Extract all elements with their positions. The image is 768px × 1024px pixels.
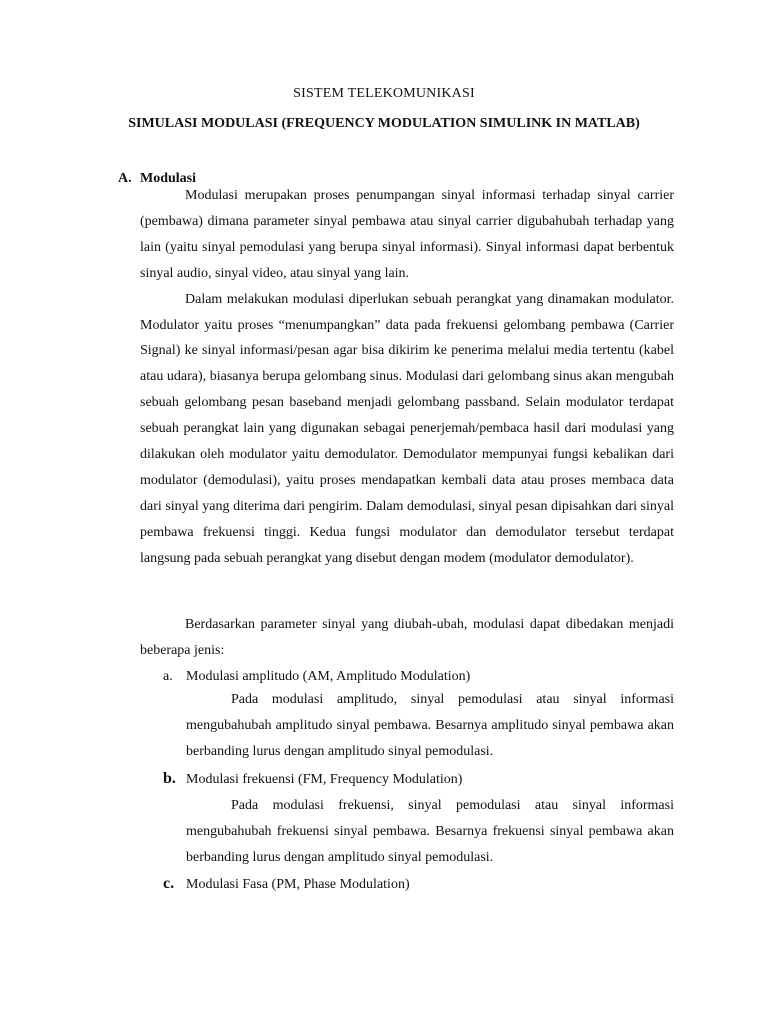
list-intro-block — [140, 612, 674, 664]
list-item-label: Modulasi frekuensi (FM, Frequency Modulation) — [186, 772, 463, 787]
list-item-fm — [163, 766, 462, 793]
list-item-text: Pada modulasi amplitudo, sinyal pemodulasi atau sinyal informasi mengubahubah amplitudo sinyal pembawa. Besarnya amplitudo sinyal pembawa akan berbanding lurus dengan amplitudo sinyal pemodulasi. — [186, 692, 674, 759]
list-item-label: Modulasi amplitudo (AM, Amplitudo Modulation) — [186, 669, 471, 684]
list-item-pm — [163, 871, 410, 898]
list-item-body-fm — [186, 793, 674, 871]
section-body — [140, 183, 674, 572]
paragraph-1: Modulasi merupakan proses penumpangan sinyal informasi terhadap sinyal carrier (pembawa) dimana parameter sinyal pembawa atau sinyal carrier digubahubah terhadap yang lain (yaitu sinyal pemodulasi yang berupa sinyal informasi). Sinyal informasi dapat berbentuk sinyal audio, sinyal video, atau sinyal yang lain. — [140, 188, 674, 281]
list-item-label: Modulasi Fasa (PM, Phase Modulation) — [186, 877, 410, 892]
section-title: Modulasi — [140, 171, 197, 186]
document-title: SISTEM TELEKOMUNIKASI — [293, 86, 475, 101]
document-subtitle: SIMULASI MODULASI (FREQUENCY MODULATION SIMULINK IN MATLAB) — [128, 116, 640, 131]
section-letter: A. — [118, 171, 132, 186]
list-marker: b. — [163, 770, 176, 787]
list-item-text: Pada modulasi frekuensi, sinyal pemodulasi atau sinyal informasi mengubahubah frekuensi sinyal pembawa. Besarnya frekuensi sinyal pembawa akan berbanding lurus dengan amplitudo sinyal pemodulasi. — [186, 798, 674, 865]
list-marker: c. — [163, 875, 175, 892]
paragraph-2: Dalam melakukan modulasi diperlukan sebuah perangkat yang dinamakan modulator. Modulator yaitu proses “menumpangkan” data pada frekuensi gelombang pembawa (Carrier Signal) ke sinyal informasi/pesan agar bisa dikirim ke penerima melalui media tertentu (kabel atau udara), biasanya berupa gelombang sinus. Modulasi dari gelombang sinus akan mengubah sebuah gelombang pesan baseband menjadi gelombang passband. Selain modulator terdapat sebuah perangkat lain yang digunakan sebagai penerjemah/pembaca hasil dari modulasi yang dilakukan oleh modulator yaitu demodulator. Demodulator mempunyai fungsi kebalikan dari modulator (demodulasi), yaitu proses mendapatkan kembali data atau proses membaca data dari sinyal yang diterima dari pengirim. Dalam demodulasi, sinyal pesan dipisahkan dari sinyal pembawa frekuensi tinggi. Kedua fungsi modulator dan demodulator tersebut terdapat langsung pada sebuah perangkat yang disebut dengan modem (modulator demodulator). — [140, 291, 674, 566]
list-marker: a. — [163, 669, 173, 684]
list-intro: Berdasarkan parameter sinyal yang diubah-ubah, modulasi dapat dibedakan menjadi beberapa jenis: — [140, 617, 674, 658]
list-item-body-am — [186, 687, 674, 765]
